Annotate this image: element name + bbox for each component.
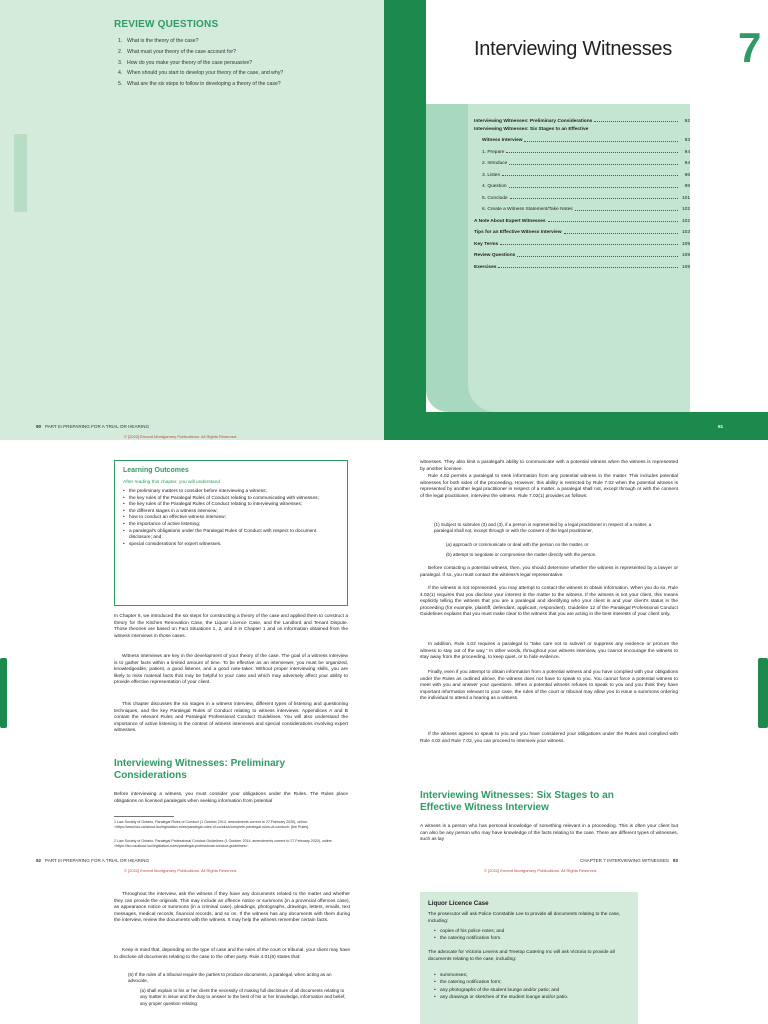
toc-leader-dots [548,221,678,222]
case-box-text: The prosecutor will ask Police Constable Lee to provide all documents relating to the case, including: [428,912,621,924]
toc-entry-label: Exercises [474,264,497,270]
toc-entry [474,189,690,201]
list-item: • the key rules of the Paralegal Rules of Conduct relating to communicating with witnesses; [123,496,339,503]
page-footer [580,858,678,863]
body-paragraph: witnesses. They also limit a paralegal's ability to communicate with a potential witness when the witness is represented by another licensee. [420,460,678,472]
toc-entry-label: Interviewing Witnesses: Preliminary Considerations [474,118,593,124]
body-paragraph: If the witness agrees to speak to you and you have considered your obligations under the Rules and complied with Rule 4.02 and Rule 7.02, you can proceed to interview your witness. [420,732,678,744]
toc-entry [474,247,690,259]
toc-entry-label: Interviewing Witnesses: Six Stages to an Effective [474,126,589,132]
review-question: 5. What are the six steps to follow in developing a theory of the case? [118,81,281,88]
list-item: • any drawings or sketches of the student lounge and/or patio. [434,994,630,1001]
rule-quote-item: (a) shall explain to his or her client the necessity of making full disclosure of all documents relating to any matter in issue and the duty to answer to the best of his or her knowledge, information and belief, any proper question relating [140,988,346,1006]
copyright-notice: © [2022] Emond Montgomery Publications. All Rights Reserved. [124,434,238,439]
list-item: • a paralegal's obligations under the Paralegal Rules of Conduct with respect to document disclosure; and [123,529,339,542]
toc-entry [474,124,690,132]
list-item: • copies of his police notes; and [434,928,630,935]
toc-entry-page: 109 [681,264,690,270]
rule-quote: (6) If the rules of a tribunal require the parties to produce documents, a paralegal, when acting as an advocate, [128,972,332,984]
toc-leader-dots [524,141,678,142]
body-paragraph: A witness is a person who has personal knowledge of something relevant in a proceeding. This is often your client but can also be any person who may have knowledge of the facts relating to the case. There are different types of witnesses, such as lay [420,824,678,843]
toc-entry-label: 1. Prepare [482,149,505,155]
list-item: • summonses; [434,972,630,979]
review-question: 4. When should you start to develop your theory of the case, and why? [118,70,284,77]
rule-quote-item: (a) approach or communicate or deal with the person on the matter, or [446,542,589,547]
case-box-list [434,928,630,943]
toc-entry [474,258,690,270]
toc-entry [474,112,690,124]
body-paragraph: If the witness is not represented, you may attempt to contact the witness to obtain information. When you do so, Rule 4.02(1) requires that you disclose your interest in the matter to the witness. If the witness is not your client, this means explicitly telling the witness that you are a paralegal and identifying who your client is and your client's status in the proceeding (for example, plaintiff, defendant, applicant, respondent). Guideline 12 of the Paralegal Professional Conduct Guidelines explains that you must make clear to the witness that you are acting in the best interests of your client only. [420,586,678,618]
case-box [420,892,638,1024]
toc-entry-page: 96 [684,172,690,178]
toc-entry-page: 102 [681,218,690,224]
toc-leader-dots [510,198,678,199]
learning-outcomes-box [114,460,348,606]
body-paragraph: In Chapter 6, we introduced the six steps for constructing a theory of the case and applied them to construct a theory for the Kitchen Renovation Case, the Liquor Licence Case, and the Landlord and Tenant Dispute. Those theories are based on Fact Situations 1, 2, and 3 in Chapter 1 and on information obtained from the witness interviews in those cases. [114,614,348,639]
toc-entry-page: 94 [684,149,690,155]
list-item: • any photographs of the student lounge and/or patio; and [434,987,630,994]
section-heading: Interviewing Witnesses: Six Stages to an Effective Witness Interview [420,790,614,813]
page-number: 92 [36,858,42,863]
toc-entry-label: Key Terms [474,241,499,247]
case-box-text: The advocate for Victoria Levens and Treetop Catering Inc will ask Victoria to provide all documents relating to the case, including: [428,950,615,962]
toc-entry-label: 3. Listen [482,172,501,178]
toc-entry [474,212,690,224]
margin-tab [0,658,7,728]
review-question: 1. What is the theory of the case? [118,38,199,44]
toc-entry-label: Review Questions [474,253,516,258]
toc-leader-dots [502,175,678,176]
review-question: 3. How do you make your theory of the case persuasive? [118,59,253,66]
body-paragraph: Before interviewing a witness, you must consider your obligations under the Rules. The Rules place obligations on licensed paralegals when seeking information from potential [114,792,348,804]
toc-entry-label: 5. Conclude [482,195,508,201]
list-item: • how to conduct an effective witness interview; [123,515,339,522]
toc-leader-dots [509,187,678,188]
toc-entry-label: 6. Create a Witness Statement/Take Notes [482,207,573,212]
margin-tab [14,134,27,212]
case-box-title: Liquor Licence Case [428,900,489,907]
list-item: • special considerations for expert witnesses. [123,542,339,549]
toc-entry-page: 102 [681,207,690,212]
toc-entry-page: 109 [681,241,690,247]
chapter-band-horizontal [384,412,768,440]
toc-entry-label: Tips for an Effective Witness Interview [474,230,562,235]
toc-leader-dots [498,267,678,268]
toc-leader-dots [575,210,678,211]
section-heading: Interviewing Witnesses: Preliminary Considerations [114,758,286,781]
toc-entry-page: 103 [681,230,690,235]
copyright-notice: © [2022] Emond Montgomery Publications. All Rights Reserved. [484,868,598,873]
chapter-band-vertical [384,0,426,440]
chapter-opener [426,0,768,412]
running-head: PART III PREPARING FOR A TRIAL OR HEARING [44,424,150,429]
review-questions-title: REVIEW QUESTIONS [114,19,219,30]
toc-entry-label: A Note About Expert Witnesses [474,218,546,224]
page-footer [36,858,149,863]
learning-outcomes-title: Learning Outcomes [123,467,189,474]
page-number: 90 [36,424,42,429]
page-92 [0,448,384,878]
toc-entry-label: Witness Interview [482,138,523,143]
body-paragraph: Keep in mind that, depending on the type of case and the rules of the court or tribunal, your client may have to disclose all documents relating to the case to the other party. Rule 4.01(6) states that: [114,948,350,960]
rule-quote-item: (b) attempt to negotiate or compromise the matter directly with the person. [446,552,597,557]
table-of-contents [474,112,690,270]
toc-entry-page: 101 [681,195,690,201]
toc-leader-dots [564,233,678,234]
page-number: 91 [718,424,724,429]
toc-entry [474,155,690,167]
toc-entry-page: 94 [684,161,690,166]
toc-leader-dots [506,152,678,153]
body-paragraph: Throughout the interview, ask the witness if they have any documents related to the matter and whether they can provide the originals. This may include an offence notice or summons (in a provincial offences case), an appearance notice or summons (in a criminal case), pleadings, photographs, drawings, letters, emails, text messages, medical records, financial records, and so on. If the witness has any documents with them during the interview, review the documents with the witness. It may help the witness remember certain facts. [114,892,350,924]
toc-entry-page: 92 [684,118,690,124]
toc-entry [474,143,690,155]
page-91 [384,0,768,440]
toc-entry-page: 98 [684,184,690,189]
list-item: • the importance of active listening; [123,522,339,529]
body-paragraph: Rule 4.02 permits a paralegal to seek information from any potential witness in the matter. This includes potential witnesses for both sides of the proceeding. However, this ability is restricted by Rule 7.02 when the potential witness is represented by another legal practitioner in respect of a matter, a paralegal shall not, except through or with the consent of the legal practitioner, interview the witness. Rule 7.02(1) provides as follows: [420,474,678,499]
toc-entry [474,178,690,190]
toc-entry [474,132,690,144]
copyright-notice: © [2022] Emond Montgomery Publications. All Rights Reserved. [124,868,238,873]
body-paragraph: In addition, Rule 4.02 requires a paralegal to "take care not to subvert or suppress any evidence or procure the witness to stay out of the way." In other words, throughout your witness interview, you cannot encourage the witness to stay away from the proceeding, to keep quiet, or to hide evidence. [420,642,678,661]
running-head: CHAPTER 7 INTERVIEWING WITNESSES [580,858,669,863]
toc-leader-dots [594,121,678,122]
toc-entry-label: 2. Introduce [482,161,508,166]
toc-leader-dots [517,256,678,257]
toc-leader-dots [509,164,678,165]
list-item: • the catering notification form. [434,935,630,942]
review-questions-list [118,36,283,90]
chapter-title: Interviewing Witnesses [474,38,672,60]
list-item: • the preliminary matters to consider before interviewing a witness; [123,489,339,496]
margin-tab [758,658,768,728]
list-item: • the key rules of the Paralegal Rules of Conduct relating to interviewing witnesses; [123,502,339,509]
footnote: 2 Law Society of Ontario, Paralegal Professional Conduct Guidelines (1 October 2014, amendments current to 27 February 2020), online: <https://lso.ca/about-lso/legislation-rules/paralegal-professional-conduct-guidelines>. [114,839,333,848]
running-head: PART III PREPARING FOR A TRIAL OR HEARING [44,858,150,863]
learning-outcomes-intro: After reading this chapter, you will understand [123,480,221,485]
body-paragraph: Witness interviews are key in the development of your theory of the case. The goal of a witness interview is to gather facts within a limited amount of time. To be effective as an interviewer, you must be organized, knowledgeable, patient, a good listener, and a good note-taker. Without proper interviewing skills, you are likely to miss material facts that may be helpful to your case and which may adversely affect your ability to provide effective representation of your client. [114,654,348,686]
chapter-number: 7 [738,24,762,71]
page-94 [0,884,768,1024]
body-paragraph: This chapter discusses the six stages in a witness interview, different types of listening and questioning techniques, and the key Paralegal Rules of Conduct relating to witness interviews. Appendices A and B contain the relevant Rules and Paralegal Professional Conduct Guidelines. You will also understand the importance of active listening in the context of witness interviews and special considerations involving expert witnesses. [114,702,348,734]
toc-entry [474,201,690,213]
toc-entry-label: 4. Question [482,184,507,189]
page-90 [0,0,384,440]
rule-quote: (1) Subject to subrules (2) and (3), if a person is represented by a legal practitioner in respect of a matter, a paralegal shall not, except through or with the consent of the legal practitioner, [434,522,652,534]
page-number: 93 [672,858,678,863]
case-box-list [434,972,630,1002]
footnote: 1 Law Society of Ontario, Paralegal Rules of Conduct (1 October 2014, amendments current to 27 February 2020), online: <https://www.lso.ca/about-lso/legislation-rules/paralegal-rules-of-conduct/complete-paralegal-rules-of-conduct> [the Rules]. [114,820,310,829]
toc-entry-page: 93 [684,138,690,143]
list-item: • the different stages in a witness interview; [123,509,339,516]
toc-entry [474,235,690,247]
footnote-rule [114,816,174,817]
learning-outcomes-list [123,489,339,548]
body-paragraph: Finally, even if you attempt to obtain information from a potential witness and you have complied with your obligations under the Rules as outlined above, the witness does not have to speak to you. You cannot force a potential witness to meet with you and answer your questions. When a potential witness refuses to speak to you and you think they have important information relevant to your case, the rules of the court or tribunal may allow you to issue a summons ordering the individual to attend a hearing as a witness. [420,670,678,702]
body-paragraph: Before contacting a potential witness, then, you should determine whether the witness is represented by a lawyer or paralegal. If so, you must contact the witness's legal representative. [420,566,678,578]
toc-entry-page: 109 [681,253,690,258]
toc-entry [474,166,690,178]
list-item: • the catering notification form; [434,979,630,986]
toc-entry [474,224,690,236]
review-question: 2. What must your theory of the case account for? [118,48,236,55]
toc-leader-dots [500,244,678,245]
page-footer [36,424,149,429]
page-93 [384,448,768,878]
